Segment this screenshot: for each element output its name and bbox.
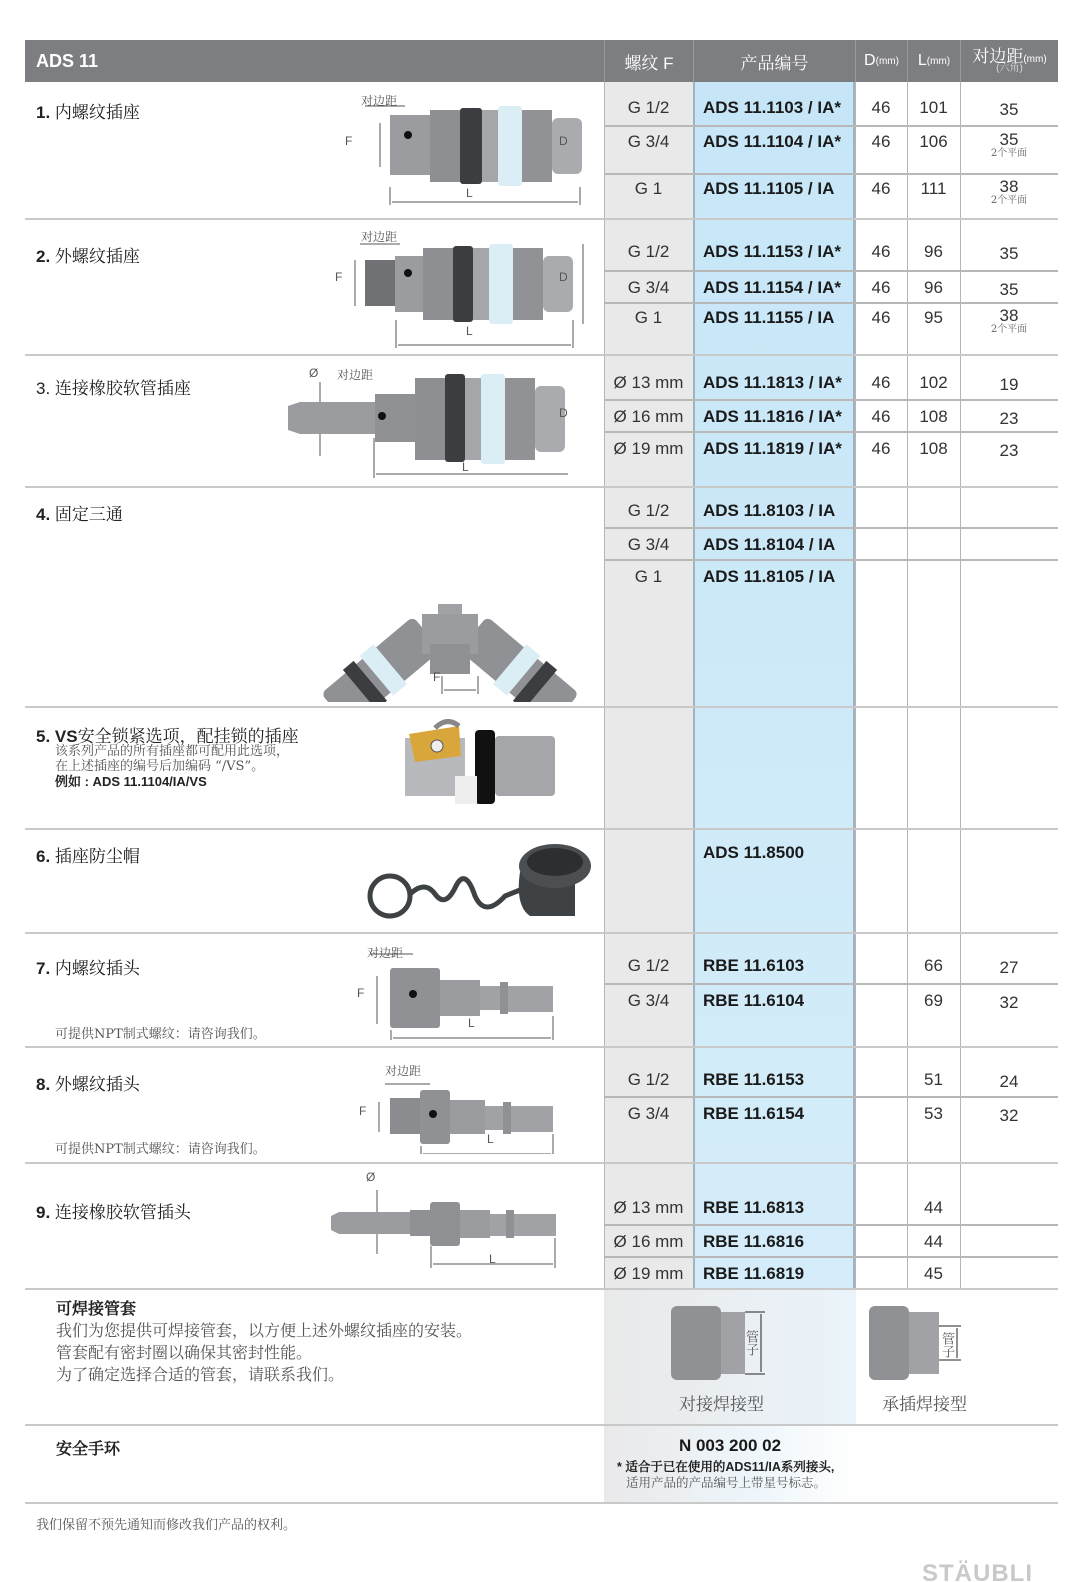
table-row (604, 367, 1058, 399)
thread-cell: G 1/2 (627, 956, 670, 975)
across-flats-label: 对边距 (367, 946, 404, 960)
bracelet-note: * 适合于已在使用的ADS11/IA系列接头, 适用产品的产品编号上带星号标志。 (617, 1460, 835, 1490)
code-cell: ADS 11.1103 / IA* (703, 98, 841, 117)
d-cell: 46 (871, 179, 891, 198)
d-cell: 46 (871, 439, 891, 458)
l-cell: 44 (924, 1198, 943, 1217)
thread-cell: G 3/4 (627, 991, 670, 1010)
section-title: 3. 连接橡胶软管插座 (36, 379, 191, 398)
code-cell: RBE 11.6813 (703, 1198, 805, 1217)
d-label: D (559, 134, 568, 148)
l-cell: 96 (924, 242, 943, 261)
d-cell: 46 (871, 98, 891, 117)
code-cell: ADS 11.8103 / IA (703, 501, 836, 520)
section-title: 6. 插座防尘帽 (36, 847, 140, 866)
af-cell: 35 2个平面 (990, 130, 1028, 159)
thread-cell: G 3/4 (627, 535, 670, 554)
af-cell: 32 (999, 993, 1019, 1013)
af-cell: 38 2个平面 (990, 306, 1028, 335)
af-cell: 23 (999, 441, 1019, 461)
series-title: ADS 11 (36, 50, 99, 71)
hose-plug-drawing-icon (325, 1172, 565, 1282)
across-flats-label: 对边距 (361, 230, 398, 244)
d-cell: 46 (871, 407, 891, 426)
section-title: 4. 固定三通 (36, 505, 123, 524)
table-row (604, 302, 1058, 356)
af-cell: 35 (999, 100, 1019, 120)
l-label: L (466, 324, 473, 338)
npt-note: 可提供NPT制式螺纹：请咨询我们。 (55, 1142, 266, 1157)
code-cell: ADS 11.1819 / IA* (703, 439, 842, 458)
diameter-label: Ø (366, 1170, 376, 1184)
thread-cell: G 1/2 (627, 501, 670, 520)
section-title: 7. 内螺纹插头 (36, 959, 140, 978)
code-cell: RBE 11.6104 (703, 991, 805, 1010)
padlock-coupler-icon (395, 716, 565, 816)
l-cell: 53 (924, 1104, 943, 1123)
table-row (604, 495, 1058, 527)
socket-weld-sleeve-icon (865, 1302, 975, 1382)
l-cell: 106 (919, 132, 948, 151)
across-flats-label: 对边距 (337, 368, 374, 382)
table-row (604, 92, 1058, 124)
l-cell: 102 (919, 373, 948, 392)
across-flats-label: 对边距 (385, 1064, 422, 1078)
table-row (604, 236, 1058, 268)
thread-cell: G 3/4 (627, 132, 670, 151)
brand-logo: STÄUBLI (922, 1560, 1033, 1582)
l-label: L (466, 186, 473, 200)
af-cell: 23 (999, 409, 1019, 429)
l-cell: 51 (924, 1070, 943, 1089)
af-cell: 35 (999, 280, 1019, 300)
l-cell: 66 (924, 956, 943, 975)
diameter-label: Ø (309, 366, 319, 380)
butt-weld-label: 对接焊接型 (679, 1395, 764, 1415)
l-cell: 111 (920, 179, 947, 198)
table-row (604, 1096, 1058, 1128)
f-label: F (335, 270, 343, 284)
af-cell: 38 2个平面 (990, 177, 1028, 206)
table-row (604, 1192, 1058, 1224)
table-row (604, 1064, 1058, 1096)
code-cell: ADS 11.1155 / IA (703, 308, 835, 327)
d-cell: 46 (871, 278, 891, 297)
fixed-tee-drawing-icon (300, 494, 600, 702)
d-cell: 46 (871, 242, 891, 261)
thread-column-header: 螺纹 F (604, 40, 693, 82)
l-label: L (487, 1132, 494, 1146)
thread-cell: Ø 13 mm (613, 1198, 684, 1217)
l-label: L (462, 460, 469, 474)
code-cell: RBE 11.6816 (703, 1232, 805, 1251)
table-row (604, 983, 1058, 1015)
table-row (604, 125, 1058, 173)
l-cell: 101 (919, 98, 948, 117)
table-header (25, 40, 1058, 82)
hose-coupler-drawing-icon (280, 368, 580, 483)
thread-cell: G 1/2 (627, 242, 670, 261)
code-cell: ADS 11.8105 / IA (703, 567, 836, 586)
across-flats-label: 对边距 (361, 94, 398, 108)
thread-cell: Ø 16 mm (613, 1232, 684, 1251)
code-column-header: 产品编号 (693, 40, 855, 82)
pipe-label: 管子 (743, 1330, 758, 1356)
section-weld-sleeve (25, 1290, 1058, 1426)
weld-description: 我们为您提供可焊接管套，以方便上述外螺纹插座的安装。 管套配有密封圈以确保其密封性能。 为了确定选择合适的管套，请联系我们。 (56, 1321, 473, 1384)
male-coupler-drawing-icon (345, 228, 585, 348)
table-row (604, 1224, 1058, 1256)
l-cell: 44 (924, 1232, 943, 1251)
bracelet-title: 安全手环 (56, 1441, 121, 1458)
table-row (604, 173, 1058, 220)
thread-cell: G 1/2 (627, 1070, 670, 1089)
thread-cell: Ø 19 mm (613, 439, 684, 458)
thread-cell: G 1 (634, 179, 663, 198)
l-cell: 108 (919, 407, 948, 426)
code-cell: RBE 11.6819 (703, 1264, 805, 1283)
section-title: 2. 外螺纹插座 (36, 247, 140, 266)
l-column-header: L (mm) (907, 40, 960, 82)
thread-cell: G 1/2 (627, 98, 670, 117)
af-cell: 35 (999, 244, 1019, 264)
af-cell: 24 (999, 1072, 1019, 1092)
code-cell: ADS 11.1105 / IA (703, 179, 835, 198)
l-label: L (489, 1252, 496, 1266)
table-row (604, 399, 1058, 431)
d-column-header: D (mm) (855, 40, 907, 82)
l-label: L (468, 1016, 475, 1030)
l-cell: 69 (924, 991, 943, 1010)
dust-cap-icon (365, 836, 595, 928)
table-row (604, 527, 1058, 559)
f-label: F (433, 670, 441, 684)
code-cell: ADS 11.1154 / IA* (703, 278, 841, 297)
bracelet-code: N 003 200 02 (678, 1436, 782, 1455)
table-row (604, 559, 1058, 591)
code-cell: ADS 11.1153 / IA* (703, 242, 841, 261)
af-cell: 19 (999, 375, 1019, 395)
npt-note: 可提供NPT制式螺纹：请咨询我们。 (55, 1027, 266, 1042)
l-cell: 95 (924, 308, 943, 327)
table-row (604, 950, 1058, 982)
thread-cell: Ø 16 mm (613, 407, 684, 426)
section-title: 5. VS安全锁紧选项，配挂锁的插座 (36, 727, 299, 746)
f-label: F (345, 134, 353, 148)
l-cell: 45 (924, 1264, 943, 1283)
section-title: 8. 外螺纹插头 (36, 1075, 140, 1094)
section-title: 9. 连接橡胶软管插头 (36, 1203, 191, 1222)
thread-cell: G 1 (634, 567, 663, 586)
code-cell: RBE 11.6103 (703, 956, 805, 975)
pipe-label: 管子 (939, 1332, 954, 1358)
table-row (604, 837, 1058, 869)
l-cell: 108 (919, 439, 948, 458)
vs-description: 该系列产品的所有插座都可配用此选项， 在上述插座的编号后加编码 “/VS”。 例如 : ADS 11.1104/IA/VS (55, 744, 290, 789)
d-cell: 46 (871, 132, 891, 151)
table-row (604, 270, 1058, 302)
vs-example: 例如 : ADS 11.1104/IA/VS (55, 774, 207, 789)
code-cell: RBE 11.6154 (703, 1104, 805, 1123)
socket-weld-label: 承插焊接型 (882, 1395, 967, 1415)
code-cell: RBE 11.6153 (703, 1070, 805, 1089)
d-label: D (559, 270, 568, 284)
section-title: 1. 内螺纹插座 (36, 103, 140, 122)
disclaimer: 我们保留不预先通知而修改我们产品的权利。 (36, 1518, 297, 1533)
f-label: F (357, 986, 365, 1000)
weld-title: 可焊接管套 (56, 1301, 137, 1318)
af-cell: 27 (999, 958, 1019, 978)
code-cell: ADS 11.8500 (703, 843, 805, 862)
table-row (604, 431, 1058, 463)
code-cell: ADS 11.1104 / IA* (703, 132, 841, 151)
code-cell: ADS 11.1816 / IA* (703, 407, 842, 426)
table-row (604, 1256, 1058, 1288)
across-flats-column-header: 对边距(mm) (六角) (960, 40, 1058, 82)
d-cell: 46 (871, 373, 891, 392)
thread-cell: Ø 19 mm (613, 1264, 684, 1283)
d-cell: 46 (871, 308, 891, 327)
code-cell: ADS 11.8104 / IA (703, 535, 836, 554)
thread-cell: Ø 13 mm (613, 373, 684, 392)
thread-cell: G 3/4 (627, 1104, 670, 1123)
af-cell: 32 (999, 1106, 1019, 1126)
thread-cell: G 3/4 (627, 278, 670, 297)
code-cell: ADS 11.1813 / IA* (703, 373, 842, 392)
f-label: F (359, 1104, 367, 1118)
section-safety-bracelet (25, 1426, 1058, 1504)
l-cell: 96 (924, 278, 943, 297)
d-label: D (559, 406, 568, 420)
thread-cell: G 1 (634, 308, 663, 327)
section-vs-lock-option (25, 708, 1058, 830)
